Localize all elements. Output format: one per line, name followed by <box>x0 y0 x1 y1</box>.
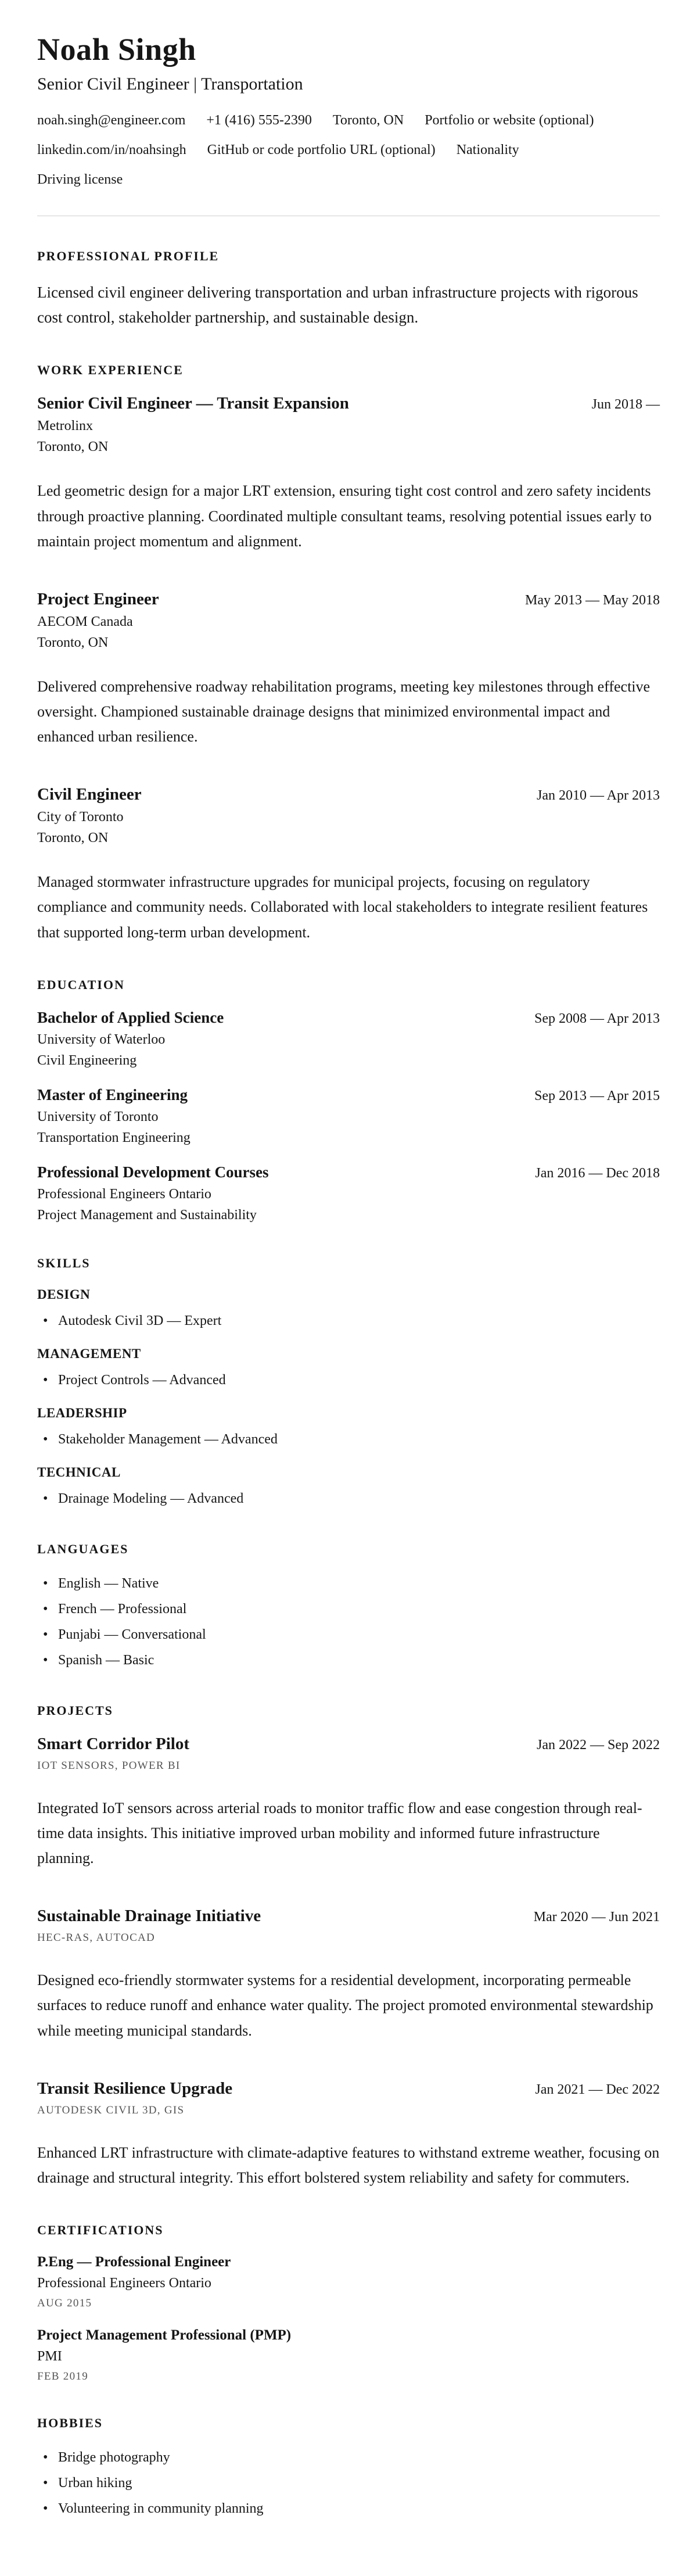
skill-group <box>37 1406 660 1450</box>
work-entry-header <box>37 785 660 804</box>
section-work-experience <box>37 363 660 944</box>
work-entry-org: AECOM Canada <box>37 614 133 629</box>
work-entry-description: Led geometric design for a major LRT extension, ensuring tight cost control and zero safety incidents through proactive planning. Coordinated multiple consultant teams, resolving potential issues early to maintain project momentum and alignment. <box>37 482 652 550</box>
section-professional-profile <box>37 249 660 330</box>
contact-location: Toronto, ON <box>332 113 404 128</box>
language-item: • English — Native <box>37 1573 660 1594</box>
project-entry-date: Mar 2020 — Jun 2021 <box>533 1909 660 1925</box>
project-entry-tools: IOT SENSORS, POWER BI <box>37 1759 181 1772</box>
project-entry <box>37 1907 660 2043</box>
contact-driving-license: Driving license <box>37 172 123 187</box>
project-entry-description: Designed eco-friendly stormwater systems for a residential development, incorporating permeable surfaces to reduce runoff and enhance water quality. The project promoted environmental stewardship while meeting municipal standards. <box>37 1972 653 2039</box>
language-item: • Punjabi — Conversational <box>37 1624 660 1645</box>
contact-nationality: Nationality <box>456 142 519 157</box>
skill-group <box>37 1465 660 1509</box>
education-entry-field: Transportation Engineering <box>37 1130 191 1145</box>
education-entry-title: Master of Engineering <box>37 1085 188 1104</box>
project-entry-header <box>37 2079 660 2098</box>
skill-group <box>37 1346 660 1391</box>
work-entry-title: Senior Civil Engineer — Transit Expansion <box>37 394 349 413</box>
work-entry-header <box>37 590 660 609</box>
contact-row-1 <box>37 113 660 128</box>
work-entry-title: Civil Engineer <box>37 785 142 804</box>
skill-item: • Project Controls — Advanced <box>37 1370 660 1391</box>
project-entry-date: Jan 2021 — Dec 2022 <box>535 2081 660 2097</box>
skill-category: DESIGN <box>37 1287 91 1302</box>
project-entry <box>37 1735 660 1871</box>
certification-date: FEB 2019 <box>37 2370 88 2383</box>
certification-org: Professional Engineers Ontario <box>37 2276 211 2291</box>
education-entry <box>37 1086 660 1146</box>
certification-org: PMI <box>37 2349 62 2364</box>
education-entry-header <box>37 1086 660 1104</box>
section-heading-projects: PROJECTS <box>37 1703 113 1718</box>
education-entry-field: Civil Engineering <box>37 1052 137 1068</box>
project-entry-date: Jan 2022 — Sep 2022 <box>537 1737 660 1753</box>
education-entry-date: Sep 2013 — Apr 2015 <box>534 1088 660 1104</box>
work-entry-description: Managed stormwater infrastructure upgrades for municipal projects, focusing on regulatory compliance and community needs. Collaborated with local stakeholders to integrate resilient features that supported long-term urban development. <box>37 873 648 941</box>
skill-category: LEADERSHIP <box>37 1405 127 1420</box>
project-entry-title: Transit Resilience Upgrade <box>37 2079 233 2098</box>
section-heading-certifications: CERTIFICATIONS <box>37 2223 164 2238</box>
person-job-title: Senior Civil Engineer | Transportation <box>37 74 303 94</box>
resume-header <box>37 31 660 188</box>
hobby-item: • Urban hiking <box>37 2473 660 2493</box>
certification-entry <box>37 2327 660 2383</box>
profile-text: Licensed civil engineer delivering transportation and urban infrastructure projects with rigorous cost control, stakeholder partnership, and sustainable design. <box>37 284 638 327</box>
hobby-item: • Bridge photography <box>37 2447 660 2468</box>
work-entry-title: Project Engineer <box>37 589 159 608</box>
skill-item: • Drainage Modeling — Advanced <box>37 1488 660 1509</box>
education-entry-title: Professional Development Courses <box>37 1163 269 1181</box>
project-entry-description: Integrated IoT sensors across arterial roads to monitor traffic flow and ease congestion through real-time data insights. This initiative improved urban mobility and informed future infrastructure planning. <box>37 1799 642 1867</box>
project-entry <box>37 2079 660 2190</box>
work-entry-header <box>37 394 660 413</box>
work-entry <box>37 394 660 553</box>
person-name: Noah Singh <box>37 32 196 67</box>
education-entry-date: Sep 2008 — Apr 2013 <box>534 1011 660 1026</box>
contact-row-2 <box>37 142 660 158</box>
section-education <box>37 977 660 1223</box>
section-heading-education: EDUCATION <box>37 977 125 992</box>
education-entry-title: Bachelor of Applied Science <box>37 1008 224 1026</box>
contact-phone: +1 (416) 555-2390 <box>206 113 312 128</box>
work-entry <box>37 590 660 749</box>
project-entry-tools: HEC-RAS, AUTOCAD <box>37 1932 156 1944</box>
education-entry <box>37 1163 660 1223</box>
work-entry-description: Delivered comprehensive roadway rehabilitation programs, meeting key milestones through effective oversight. Championed sustainable drainage designs that minimized environmental impact and enhanced urban resilience. <box>37 678 651 746</box>
work-entry-date: Jan 2010 — Apr 2013 <box>537 788 660 804</box>
contact-portfolio: Portfolio or website (optional) <box>425 113 594 128</box>
skill-group <box>37 1287 660 1331</box>
contact-email: noah.singh@engineer.com <box>37 113 186 128</box>
certification-title: P.Eng — Professional Engineer <box>37 2254 231 2270</box>
education-entry-header <box>37 1009 660 1027</box>
work-entry-org: City of Toronto <box>37 809 124 825</box>
section-heading-skills: SKILLS <box>37 1255 91 1270</box>
skill-category: TECHNICAL <box>37 1464 121 1479</box>
section-heading-profile: PROFESSIONAL PROFILE <box>37 249 220 263</box>
work-entry <box>37 785 660 944</box>
project-entry-title: Smart Corridor Pilot <box>37 1734 190 1753</box>
education-entry-date: Jan 2016 — Dec 2018 <box>535 1165 660 1181</box>
skill-category: MANAGEMENT <box>37 1346 141 1361</box>
certification-date: AUG 2015 <box>37 2297 92 2310</box>
contact-github: GitHub or code portfolio URL (optional) <box>207 142 436 157</box>
project-entry-header <box>37 1735 660 1754</box>
section-hobbies <box>37 2416 660 2519</box>
language-item: • French — Professional <box>37 1599 660 1620</box>
education-entry-header <box>37 1163 660 1181</box>
section-projects <box>37 1703 660 2190</box>
skill-item: • Autodesk Civil 3D — Expert <box>37 1310 660 1331</box>
section-heading-work: WORK EXPERIENCE <box>37 363 184 378</box>
contact-row-3 <box>37 172 660 188</box>
project-entry-title: Sustainable Drainage Initiative <box>37 1907 261 1926</box>
certification-entry <box>37 2254 660 2310</box>
education-entry <box>37 1009 660 1069</box>
section-heading-hobbies: HOBBIES <box>37 2416 103 2431</box>
work-entry-date: Jun 2018 — <box>591 397 660 413</box>
education-entry-field: Project Management and Sustainability <box>37 1207 257 1223</box>
project-entry-header <box>37 1907 660 1926</box>
education-entry-school: University of Toronto <box>37 1109 159 1124</box>
skill-item: • Stakeholder Management — Advanced <box>37 1429 660 1450</box>
work-entry-location: Toronto, ON <box>37 635 109 650</box>
project-entry-tools: AUTODESK CIVIL 3D, GIS <box>37 2104 185 2116</box>
section-certifications <box>37 2223 660 2383</box>
work-entry-date: May 2013 — May 2018 <box>525 592 660 608</box>
project-entry-description: Enhanced LRT infrastructure with climate-adaptive features to withstand extreme weather, focusing on drainage and structural integrity. This effort bolstered system reliability and safety for commuters. <box>37 2144 660 2186</box>
work-entry-location: Toronto, ON <box>37 439 109 455</box>
language-item: • Spanish — Basic <box>37 1650 660 1671</box>
education-entry-school: University of Waterloo <box>37 1031 166 1047</box>
hobby-item: • Volunteering in community planning <box>37 2498 660 2519</box>
work-entry-org: Metrolinx <box>37 418 93 434</box>
work-entry-location: Toronto, ON <box>37 830 109 846</box>
section-languages <box>37 1542 660 1671</box>
section-heading-languages: LANGUAGES <box>37 1541 129 1556</box>
section-skills <box>37 1256 660 1509</box>
contact-linkedin: linkedin.com/in/noahsingh <box>37 142 186 157</box>
education-entry-school: Professional Engineers Ontario <box>37 1186 211 1202</box>
certification-title: Project Management Professional (PMP) <box>37 2327 292 2344</box>
